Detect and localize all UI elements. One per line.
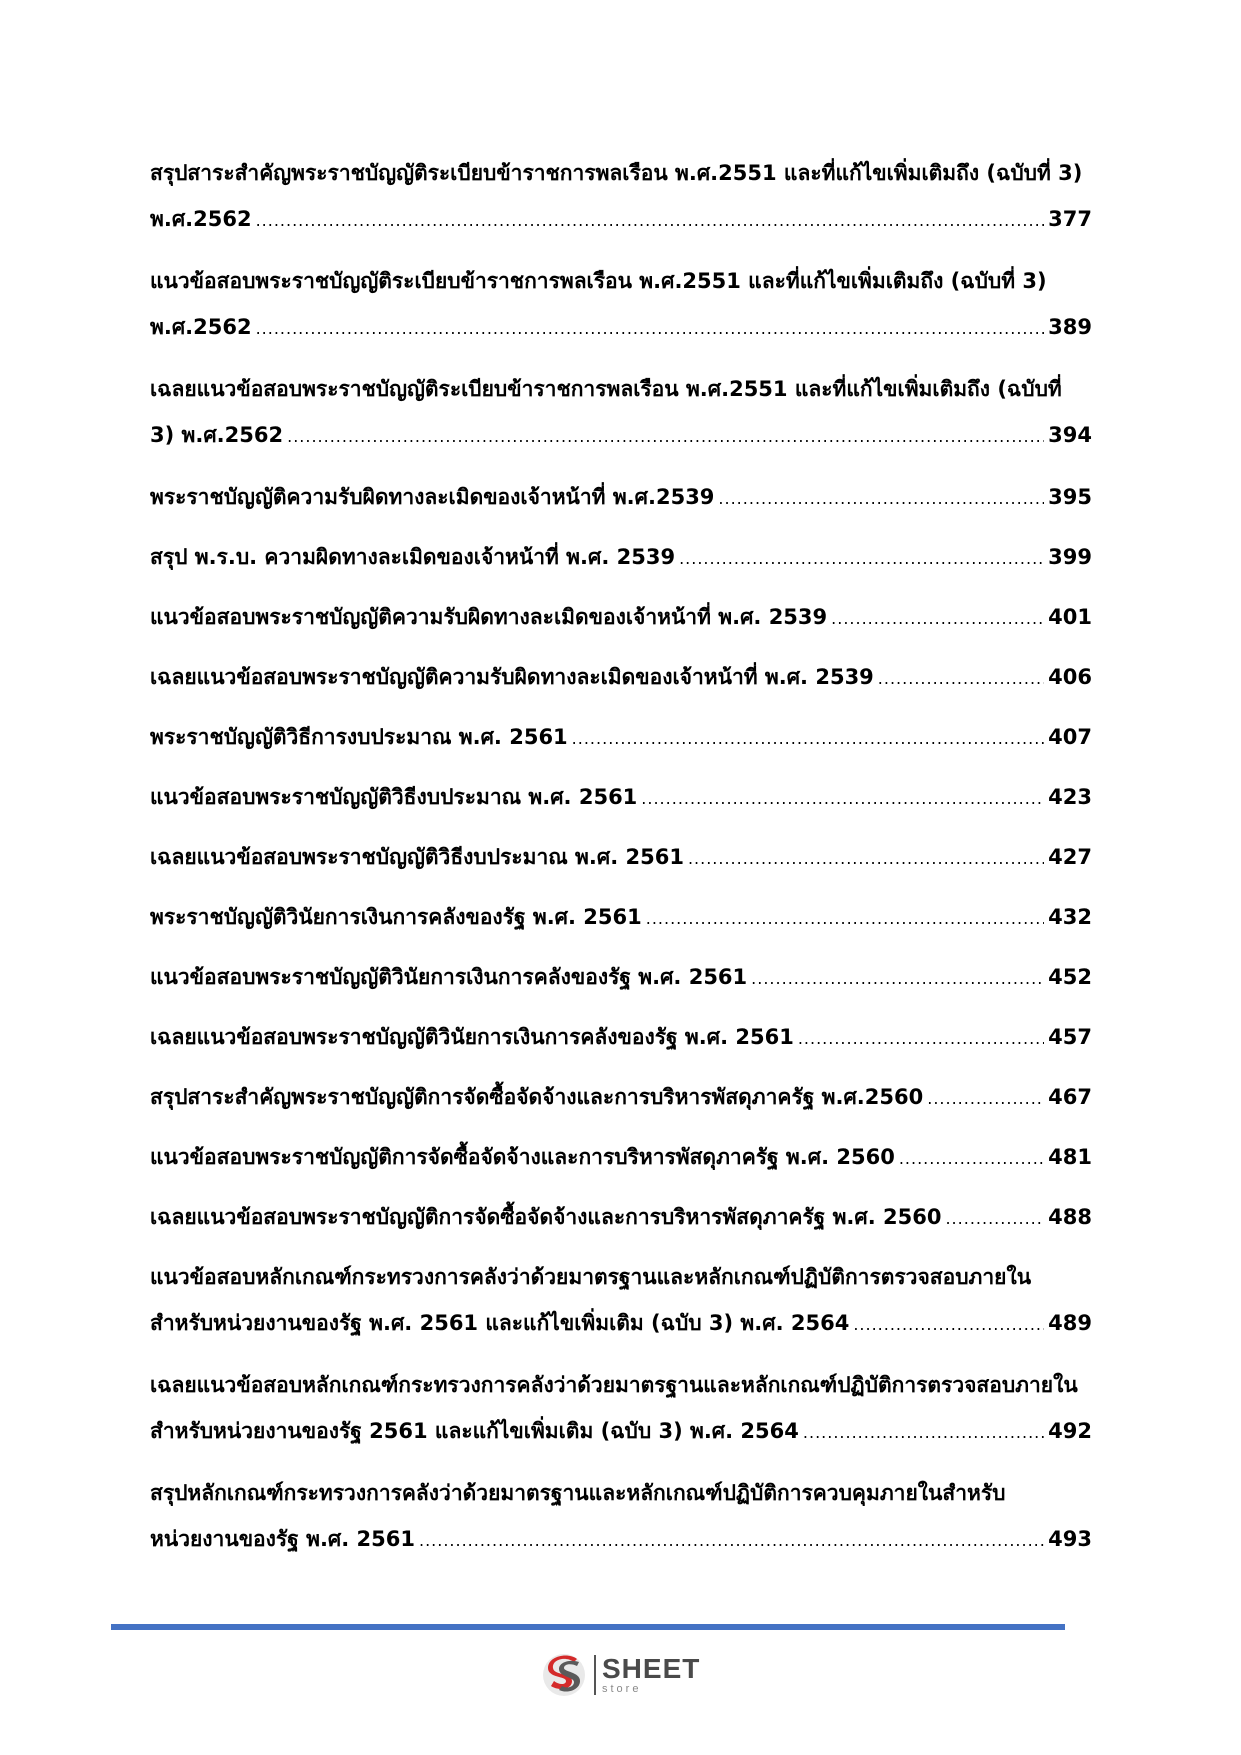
dot-leader [878, 656, 1044, 702]
toc-entry[interactable] [150, 1470, 1092, 1564]
toc-entry[interactable] [150, 714, 1092, 760]
toc-page-number: 423 [1048, 785, 1092, 809]
dot-leader [853, 1302, 1044, 1348]
toc-entry-title: เฉลยแนวข้อสอบพระราชบัญญัติความรับผิดทางละเมิดของเจ้าหน้าที่ พ.ศ. 2539 [150, 665, 874, 689]
toc-page-number: 406 [1048, 665, 1092, 689]
logo-subtitle: store [602, 1683, 642, 1695]
toc-entry-title: สรุป พ.ร.บ. ความผิดทางละเมิดของเจ้าหน้าที่ พ.ศ. 2539 [150, 545, 676, 569]
toc-page-number: 492 [1048, 1419, 1092, 1443]
dot-leader [945, 1196, 1044, 1242]
sheet-store-logo-icon [540, 1650, 590, 1700]
toc-page-number: 493 [1048, 1527, 1092, 1551]
toc-page-number: 427 [1048, 845, 1092, 869]
toc-page-number: 452 [1048, 965, 1092, 989]
logo-wordmark: SHEET [602, 1653, 701, 1684]
dot-leader [646, 896, 1044, 942]
toc-page-number: 457 [1048, 1025, 1092, 1049]
toc-entry[interactable] [150, 150, 1092, 244]
dot-leader [831, 596, 1044, 642]
toc-entry-title-line: สรุปสาระสำคัญพระราชบัญญัติระเบียบข้าราชการพลเรือน พ.ศ.2551 และที่แก้ไขเพิ่มเติมถึง (ฉบับที่ 3) [150, 161, 1083, 185]
toc-entry[interactable] [150, 1134, 1092, 1180]
toc-entry[interactable] [150, 474, 1092, 520]
toc-entry-title-line: เฉลยแนวข้อสอบพระราชบัญญัติระเบียบข้าราชการพลเรือน พ.ศ.2551 และที่แก้ไขเพิ่มเติมถึง (ฉบับที่ [150, 377, 1062, 401]
toc-entry[interactable] [150, 774, 1092, 820]
toc-entry-title: เฉลยแนวข้อสอบพระราชบัญญัติการจัดซื้อจัดจ้างและการบริหารพัสดุภาครัฐ พ.ศ. 2560 [150, 1205, 942, 1229]
toc-entry[interactable] [150, 366, 1092, 460]
dot-leader [899, 1136, 1044, 1182]
dot-leader [256, 198, 1045, 244]
toc-entry[interactable] [150, 834, 1092, 880]
toc-entry-title: สำหรับหน่วยงานของรัฐ 2561 และแก้ไขเพิ่มเติม (ฉบับ 3) พ.ศ. 2564 [150, 1419, 799, 1443]
toc-entry-title: แนวข้อสอบพระราชบัญญัติการจัดซื้อจัดจ้างและการบริหารพัสดุภาครัฐ พ.ศ. 2560 [150, 1145, 895, 1169]
toc-page-number: 432 [1048, 905, 1092, 929]
toc-page-number: 389 [1048, 315, 1092, 339]
dot-leader [688, 836, 1044, 882]
dot-leader [419, 1518, 1044, 1564]
dot-leader [803, 1410, 1044, 1456]
dot-leader [256, 306, 1045, 352]
dot-leader [751, 956, 1044, 1002]
sheet-store-logo [540, 1650, 710, 1700]
toc-entry-title: สำหรับหน่วยงานของรัฐ พ.ศ. 2561 และแก้ไขเพิ่มเติม (ฉบับ 3) พ.ศ. 2564 [150, 1311, 850, 1335]
toc-page-number: 481 [1048, 1145, 1092, 1169]
toc-entry-title: พระราชบัญญัติวิธีการงบประมาณ พ.ศ. 2561 [150, 725, 568, 749]
footer-rule [111, 1624, 1065, 1630]
dot-leader [798, 1016, 1044, 1062]
toc-page-number: 489 [1048, 1311, 1092, 1335]
toc-entry[interactable] [150, 1194, 1092, 1240]
toc-page-number: 394 [1048, 423, 1092, 447]
dot-leader [927, 1076, 1044, 1122]
toc-entry-title: พระราชบัญญัติวินัยการเงินการคลังของรัฐ พ.ศ. 2561 [150, 905, 642, 929]
toc-page-number: 401 [1048, 605, 1092, 629]
toc-entry[interactable] [150, 894, 1092, 940]
toc-entry-title: พระราชบัญญัติความรับผิดทางละเมิดของเจ้าหน้าที่ พ.ศ.2539 [150, 485, 715, 509]
toc-entry-title: หน่วยงานของรัฐ พ.ศ. 2561 [150, 1527, 415, 1551]
toc-page-number: 488 [1048, 1205, 1092, 1229]
toc-entry-title-line: สรุปหลักเกณฑ์กระทรวงการคลังว่าด้วยมาตรฐานและหลักเกณฑ์ปฏิบัติการควบคุมภายในสำหรับ [150, 1481, 1006, 1505]
logo-divider [594, 1655, 596, 1695]
dot-leader [641, 776, 1044, 822]
toc-page-number: 407 [1048, 725, 1092, 749]
toc-entry-title: 3) พ.ศ.2562 [150, 423, 284, 447]
toc-entry[interactable] [150, 534, 1092, 580]
toc-entry[interactable] [150, 1014, 1092, 1060]
toc-entry[interactable] [150, 258, 1092, 352]
toc-entry[interactable] [150, 594, 1092, 640]
toc-entry-title: เฉลยแนวข้อสอบพระราชบัญญัติวินัยการเงินการคลังของรัฐ พ.ศ. 2561 [150, 1025, 794, 1049]
toc-entry[interactable] [150, 1254, 1092, 1348]
dot-leader [572, 716, 1044, 762]
toc-entry-title: แนวข้อสอบพระราชบัญญัติความรับผิดทางละเมิดของเจ้าหน้าที่ พ.ศ. 2539 [150, 605, 828, 629]
toc-entry-title: สรุปสาระสำคัญพระราชบัญญัติการจัดซื้อจัดจ้างและการบริหารพัสดุภาครัฐ พ.ศ.2560 [150, 1085, 924, 1109]
toc-entry[interactable] [150, 1074, 1092, 1120]
toc-page-number: 399 [1048, 545, 1092, 569]
toc-entry[interactable] [150, 1362, 1092, 1456]
toc-entry[interactable] [150, 654, 1092, 700]
toc-entry-title: พ.ศ.2562 [150, 207, 252, 231]
dot-leader [287, 414, 1044, 460]
toc-entry-title: แนวข้อสอบพระราชบัญญัติวินัยการเงินการคลังของรัฐ พ.ศ. 2561 [150, 965, 748, 989]
toc-entry[interactable] [150, 954, 1092, 1000]
table-of-contents [150, 150, 1092, 1578]
dot-leader [679, 536, 1044, 582]
toc-page-number: 467 [1048, 1085, 1092, 1109]
toc-entry-title: เฉลยแนวข้อสอบพระราชบัญญัติวิธีงบประมาณ พ.ศ. 2561 [150, 845, 684, 869]
toc-entry-title-line: เฉลยแนวข้อสอบหลักเกณฑ์กระทรวงการคลังว่าด้วยมาตรฐานและหลักเกณฑ์ปฏิบัติการตรวจสอบภายใน [150, 1373, 1078, 1397]
toc-page-number: 395 [1048, 485, 1092, 509]
logo-text [602, 1655, 700, 1695]
toc-entry-title-line: แนวข้อสอบพระราชบัญญัติระเบียบข้าราชการพลเรือน พ.ศ.2551 และที่แก้ไขเพิ่มเติมถึง (ฉบับที่ 3) [150, 269, 1047, 293]
toc-entry-title: แนวข้อสอบพระราชบัญญัติวิธีงบประมาณ พ.ศ. 2561 [150, 785, 638, 809]
toc-page-number: 377 [1048, 207, 1092, 231]
toc-entry-title: พ.ศ.2562 [150, 315, 252, 339]
toc-entry-title-line: แนวข้อสอบหลักเกณฑ์กระทรวงการคลังว่าด้วยมาตรฐานและหลักเกณฑ์ปฏิบัติการตรวจสอบภายใน [150, 1265, 1032, 1289]
dot-leader [718, 476, 1044, 522]
